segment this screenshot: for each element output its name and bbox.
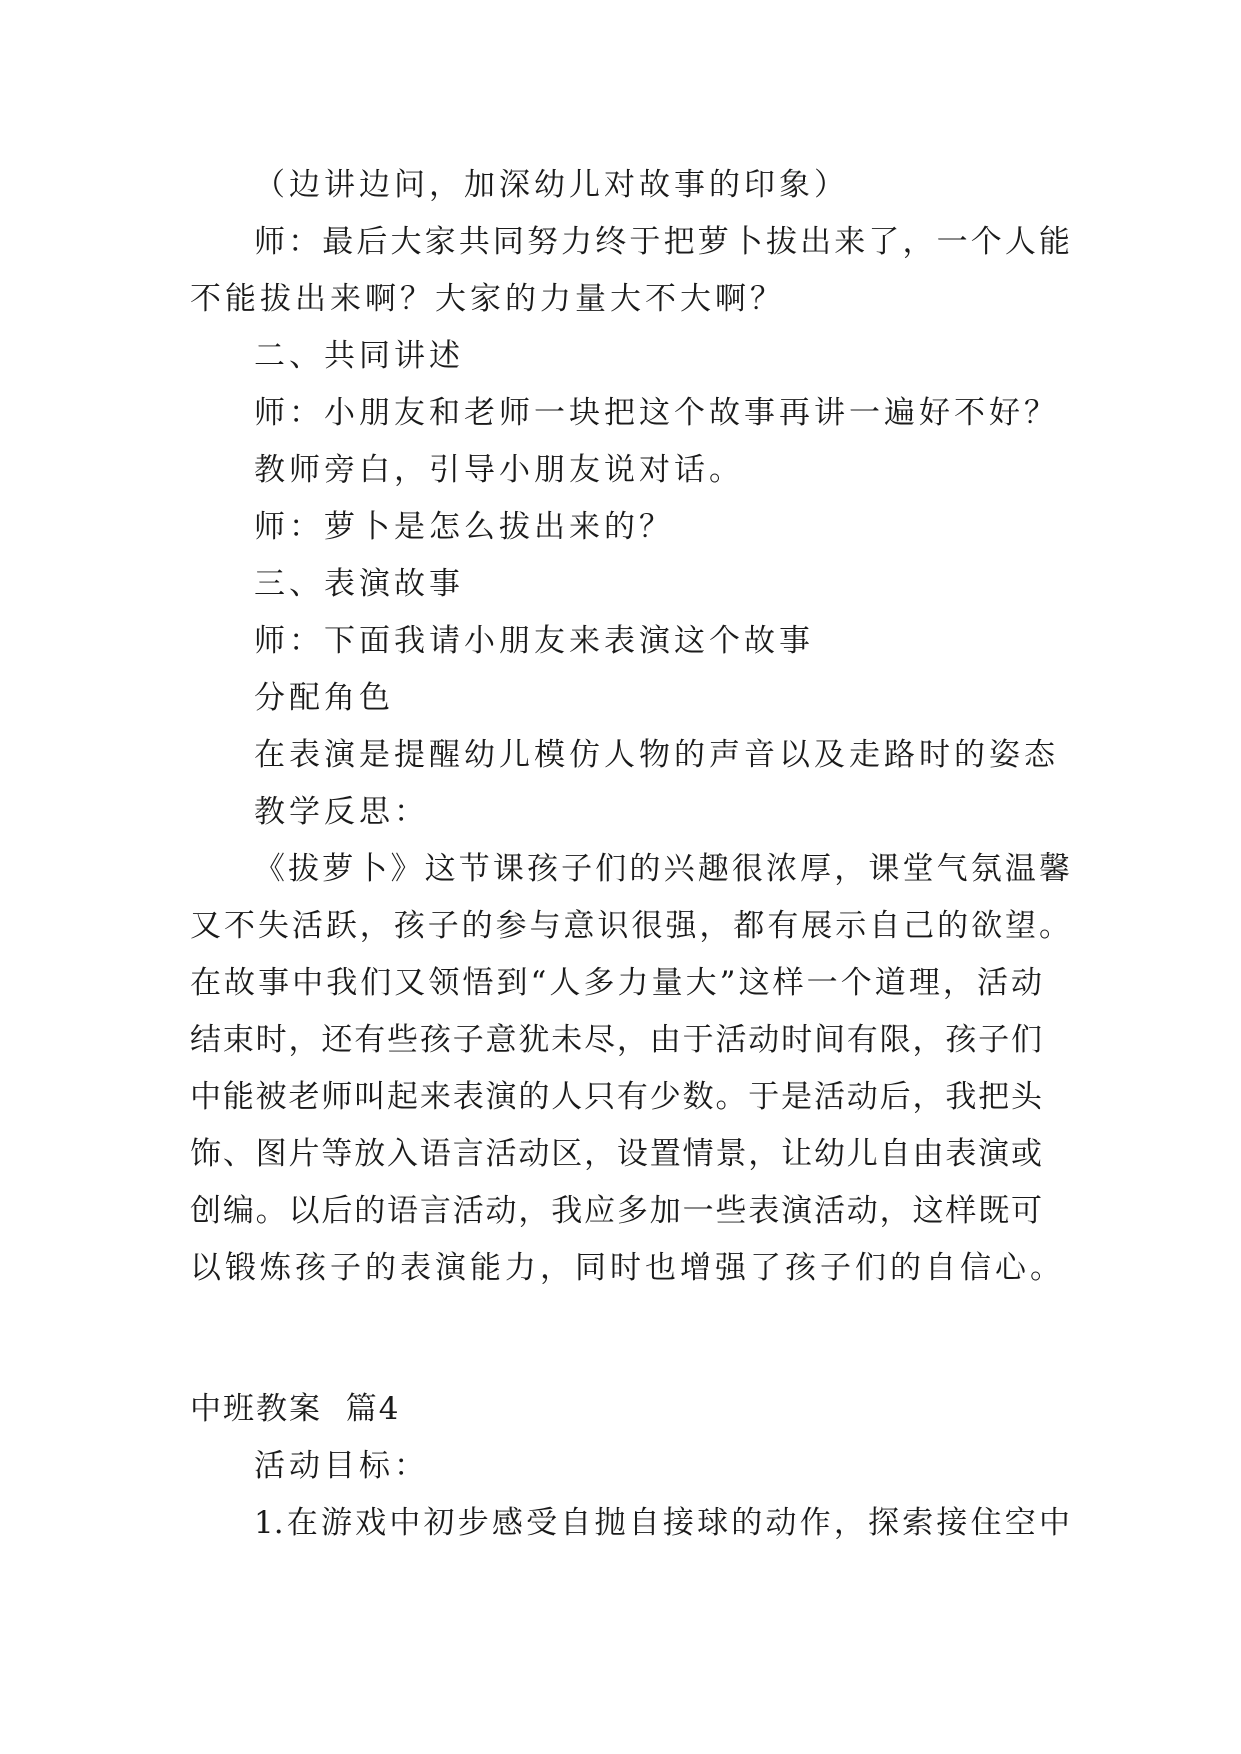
paragraph-line: 结束时，还有些孩子意犹未尽，由于活动时间有限，孩子们 (190, 1022, 1042, 1058)
paragraph-line: 师：最后大家共同努力终于把萝卜拔出来了，一个人能 (254, 224, 1070, 260)
section-heading: 三、表演故事 (254, 566, 464, 602)
paragraph-line: 饰、图片等放入语言活动区，设置情景，让幼儿自由表演或 (190, 1136, 1042, 1172)
paragraph-line: 分配角色 (254, 680, 394, 716)
paragraph-line: 以锻炼孩子的表演能力，同时也增强了孩子们的自信心。 (190, 1250, 1065, 1286)
paragraph-line: 《拔萝卜》这节课孩子们的兴趣很浓厚，课堂气氛温馨 (254, 851, 1070, 887)
paragraph-line: 在表演是提醒幼儿模仿人物的声音以及走路时的姿态 (254, 737, 1059, 773)
paragraph-line: 又不失活跃，孩子的参与意识很强，都有展示自己的欲望。 (190, 908, 1070, 944)
paragraph-line: 中能被老师叫起来表演的人只有少数。于是活动后，我把头 (190, 1079, 1042, 1115)
paragraph-line: 师：小朋友和老师一块把这个故事再讲一遍好不好？ (254, 395, 1059, 431)
paragraph-line: 在故事中我们又领悟到“人多力量大”这样一个道理，活动 (190, 965, 1042, 1001)
paragraph-line: 师：下面我请小朋友来表演这个故事 (254, 623, 814, 659)
section-heading: 二、共同讲述 (254, 338, 464, 374)
paragraph-line: 教师旁白，引导小朋友说对话。 (254, 452, 744, 488)
section-heading: 活动目标： (254, 1448, 429, 1484)
paragraph-line: 创编。以后的语言活动，我应多加一些表演活动，这样既可 (190, 1193, 1042, 1229)
paragraph-line: 1.在游戏中初步感受自抛自接球的动作，探索接住空中 (254, 1505, 1070, 1541)
section-title: 中班教案 篇4 (190, 1391, 401, 1427)
paragraph-line: （边讲边问，加深幼儿对故事的印象） (254, 167, 849, 203)
paragraph-line: 师：萝卜是怎么拔出来的？ (254, 509, 674, 545)
section-heading: 教学反思： (254, 794, 429, 830)
paragraph-line: 不能拔出来啊？大家的力量大不大啊？ (190, 281, 785, 317)
